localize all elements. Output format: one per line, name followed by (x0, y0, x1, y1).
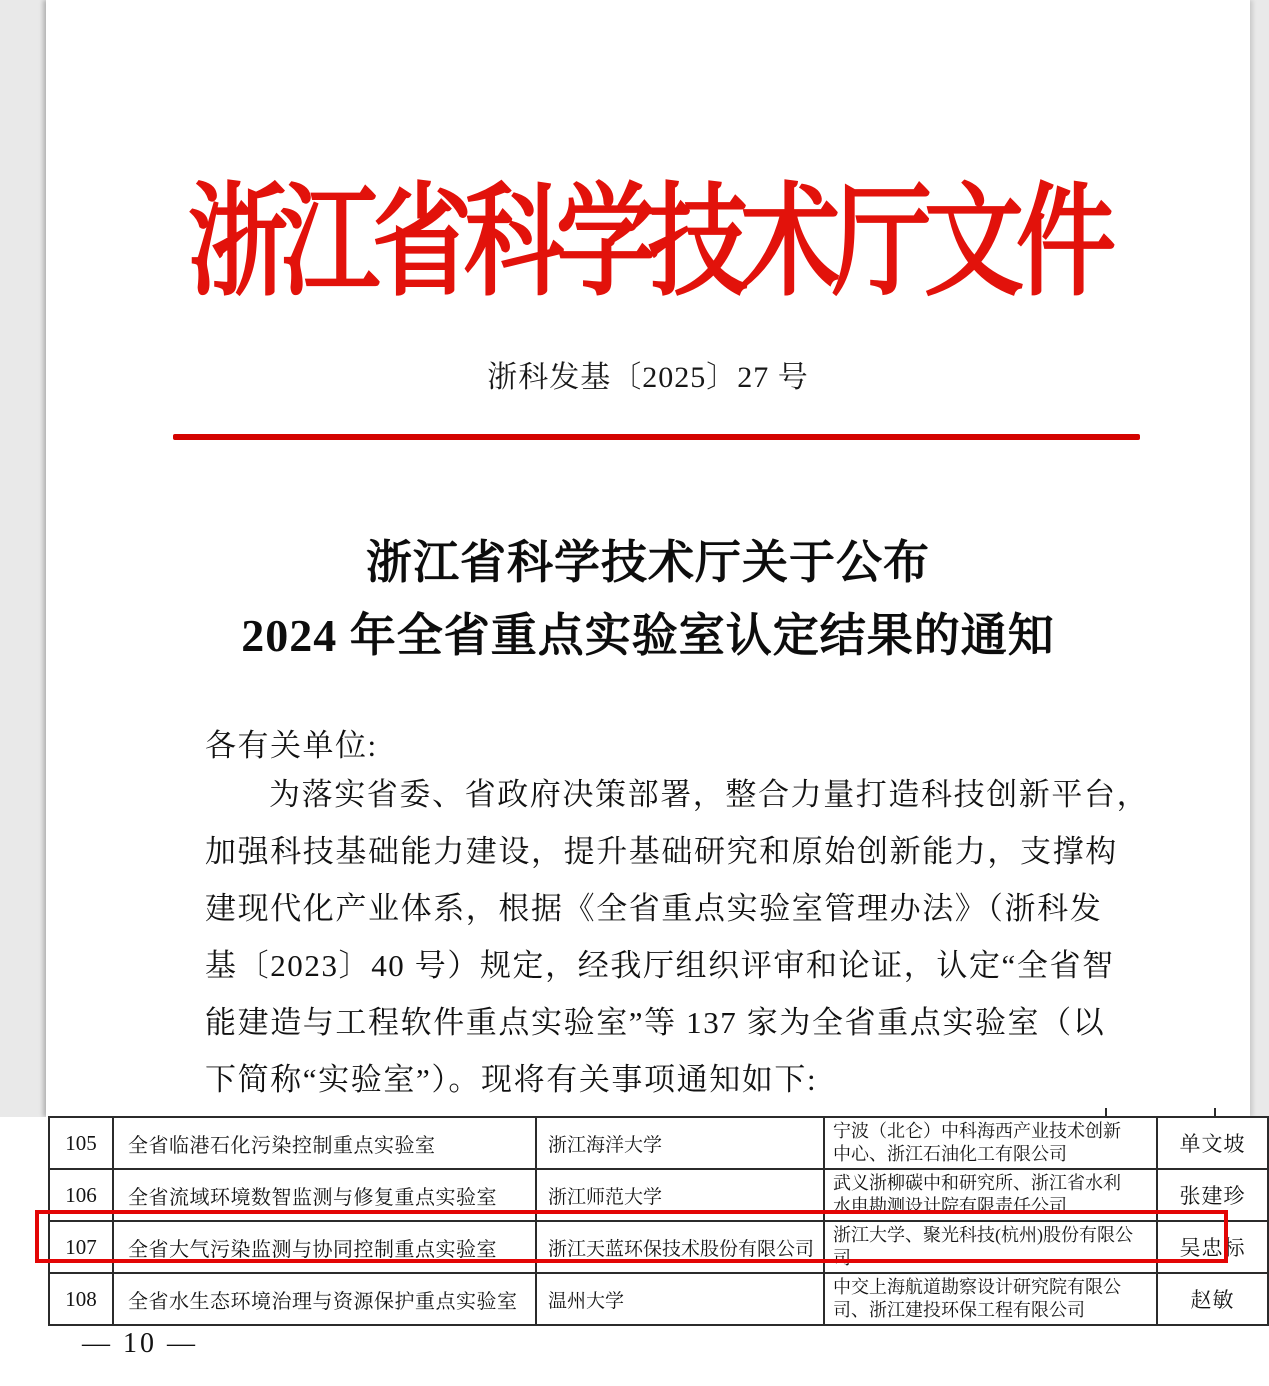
cell-institution: 浙江师范大学 (536, 1169, 824, 1221)
cell-institution: 温州大学 (536, 1273, 824, 1325)
partner-line: 武义浙柳碳中和研究所、浙江省水利 (833, 1173, 1121, 1193)
body-line: 能建造与工程软件重点实验室”等 137 家为全省重点实验室（以 (205, 1005, 1106, 1040)
partner-line: 中心、浙江石油化工有限公司 (833, 1144, 1067, 1164)
table-row-108 (49, 1273, 1268, 1325)
partner-line: 宁波（北仑）中科海西产业技术创新 (833, 1121, 1121, 1141)
cell-institution: 浙江海洋大学 (536, 1117, 824, 1169)
salutation: 各有关单位: (205, 728, 378, 763)
cell-row-number: 106 (49, 1169, 113, 1221)
body-line: 加强科技基础能力建设，提升基础研究和原始创新能力，支撑构 (205, 834, 1118, 869)
cell-partners (824, 1273, 1157, 1325)
cell-director: 赵敏 (1157, 1273, 1268, 1325)
cell-row-number: 108 (49, 1273, 113, 1325)
body-line: 下简称“实验室”）。现将有关事项通知如下: (205, 1062, 818, 1097)
partner-line: 水电勘测设计院有限责任公司 (833, 1196, 1067, 1216)
cell-lab-name: 全省水生态环境治理与资源保护重点实验室 (113, 1273, 536, 1325)
cell-partners (824, 1117, 1157, 1169)
cell-row-number: 105 (49, 1117, 113, 1169)
notice-title-line-1: 浙江省科学技术厅关于公布 (366, 537, 930, 588)
cell-director: 单文坡 (1157, 1117, 1268, 1169)
partner-line: 浙江大学、聚光科技(杭州)股份有限公 (833, 1225, 1133, 1245)
body-line: 基〔2023〕40 号）规定，经我厅组织评审和论证，认定“全省智 (205, 948, 1115, 983)
cell-lab-name: 全省临港石化污染控制重点实验室 (113, 1117, 536, 1169)
partner-line: 司 (833, 1248, 851, 1268)
cell-director: 吴忠标 (1157, 1221, 1268, 1273)
cell-director: 张建珍 (1157, 1169, 1268, 1221)
red-divider-rule (173, 434, 1140, 440)
cell-lab-name: 全省大气污染监测与协同控制重点实验室 (113, 1221, 536, 1273)
agency-title-text: 浙江省科学技术厅文件 (188, 175, 1108, 311)
highlight-box-row-107 (35, 1210, 1228, 1263)
body-line: 为落实省委、省政府决策部署，整合力量打造科技创新平台， (269, 777, 1150, 812)
cell-lab-name: 全省流域环境数智监测与修复重点实验室 (113, 1169, 536, 1221)
cell-institution: 浙江天蓝环保技术股份有限公司 (536, 1221, 824, 1273)
doc-number: 浙科发基〔2025〕27 号 (487, 361, 809, 394)
notice-title (46, 526, 1250, 672)
partner-line: 中交上海航道勘察设计研究院有限公 (833, 1277, 1121, 1297)
table-row-105 (49, 1117, 1268, 1169)
page-number: — 10 — (82, 1328, 198, 1359)
body-line: 建现代化产业体系，根据《全省重点实验室管理办法》（浙科发 (205, 891, 1103, 926)
notice-title-line-2: 2024 年全省重点实验室认定结果的通知 (241, 610, 1055, 661)
document-page (46, 0, 1250, 1117)
agency-title (46, 150, 1250, 311)
partner-line: 司、浙江建投环保工程有限公司 (833, 1300, 1085, 1320)
cell-row-number: 107 (49, 1221, 113, 1273)
body-paragraph (205, 766, 1150, 1108)
